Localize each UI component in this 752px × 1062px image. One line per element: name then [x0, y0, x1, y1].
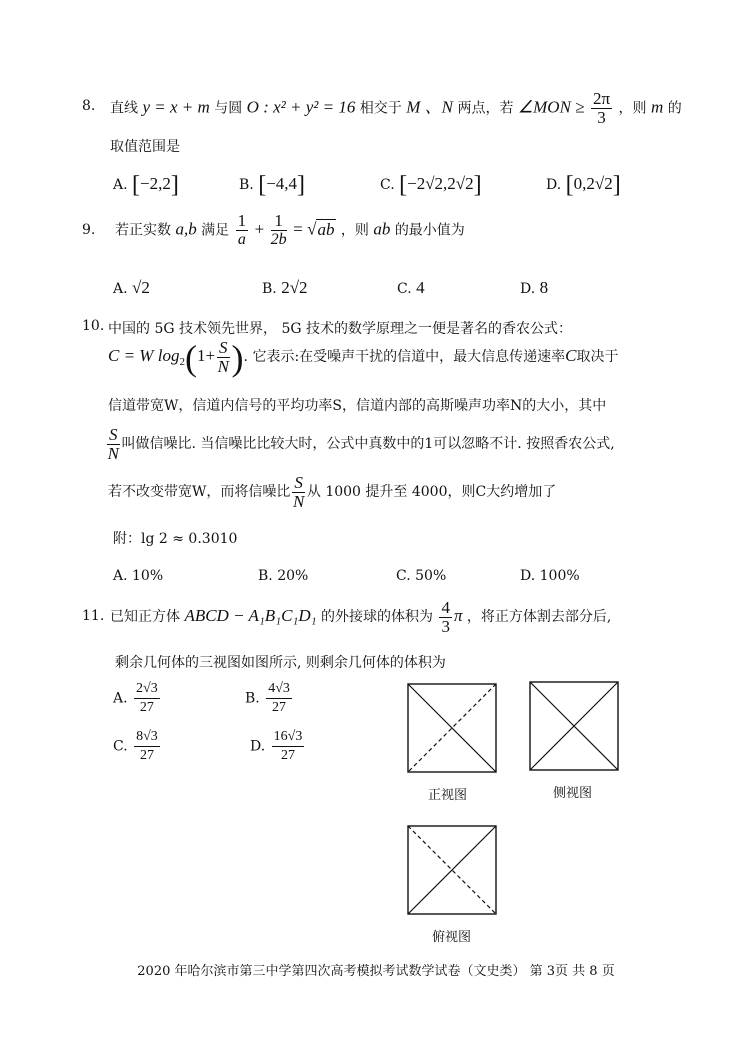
option-c: C. [−2√2,2√2]	[380, 172, 482, 198]
top-view-diagram	[406, 824, 498, 916]
question-number: 8.	[82, 98, 96, 114]
side-view-diagram	[528, 680, 620, 772]
option-d: D. 8	[520, 278, 549, 297]
question-stem: 已知正方体 ABCD − A₁B₁C₁D₁ 的外接球的体积为 $\frac{4}{3}$ π ，将正方体割去部分后,	[110, 597, 612, 636]
question-stem-line2: 取值范围是	[110, 139, 180, 155]
question-number: 9.	[82, 222, 96, 238]
page-footer: 2020 年哈尔滨市第三中学第四次高考模拟考试数学试卷（文史类） 第 3页 共 8 页	[137, 964, 615, 979]
option-a: A. [−2,2]	[113, 172, 179, 198]
stem-line3: 信道带宽W，信道内信号的平均功率S，信道内部的高斯噪声功率N的大小，其中	[108, 398, 607, 414]
top-view-caption: 俯视图	[432, 930, 472, 945]
fraction: $\frac{S}{N}$	[217, 337, 229, 376]
fraction: $\frac{S}{N}$	[292, 472, 305, 511]
stem-line2: 剩余几何体的三视图如图所示, 则剩余几何体的体积为	[115, 655, 446, 671]
question-number: 11.	[82, 608, 105, 624]
option-c: C. 50%	[396, 568, 447, 584]
fraction: $\frac{2\pi}{3}$	[592, 89, 611, 127]
stem-line1: 中国的 5G 技术领先世界， 5G 技术的数学原理之一便是著名的香农公式：	[108, 321, 572, 337]
option-a: A. 10%	[113, 568, 164, 584]
front-view-caption: 正视图	[428, 788, 468, 803]
fraction: $\frac{4}{3}$	[441, 597, 450, 636]
question-number: 10.	[82, 318, 105, 334]
shannon-formula: C = W $\log_2(1+$ $\frac{S}{N}$ ). 它表示:在受噪声干扰的信道中，最大信息传递速率C取决于	[108, 337, 619, 378]
option-c: C. $\frac{8√3}{27}$	[113, 729, 158, 763]
option-d: D. [0,2√2]	[546, 172, 621, 198]
option-b: B. 20%	[258, 568, 309, 584]
option-b: B. $\frac{4√3}{27}$	[245, 681, 290, 715]
stem-line5: 若不改变带宽W，而将信噪比 $\frac{S}{N}$ 从 1000 提升至 4000，则C大约增加了	[108, 472, 557, 511]
fraction: $\frac{1}{2b}$	[270, 211, 287, 248]
option-d: D. $\frac{16√3}{27}$	[250, 729, 303, 763]
option-c: C. 4	[397, 278, 425, 297]
note: 附：lg 2 ≈ 0.3010	[113, 531, 238, 547]
front-view-diagram	[406, 682, 498, 774]
option-a: A. $\frac{2√3}{27}$	[113, 681, 158, 715]
question-stem: 若正实数 a,b 满足 $\frac{1}{a}$ + $\frac{1}{2b}$ = √ab ，则 ab 的最小值为	[115, 211, 465, 248]
option-a: A. √2	[113, 278, 150, 297]
side-view-caption: 侧视图	[553, 786, 593, 801]
fraction: $\frac{S}{N}$	[107, 424, 119, 463]
option-b: B. 2√2	[262, 278, 308, 297]
question-stem: 直线 y = x + m 与圆 O : x² + y² = 16 相交于 M 、N 两点，若 ∠MON ≥ $\frac{2\pi}{3}$ ，则 m 的	[110, 89, 682, 127]
stem-line4: $\frac{S}{N}$ 叫做信噪比. 当信噪比比较大时，公式中真数中的1可以忽略不计. 按照香农公式,	[107, 424, 615, 463]
option-b: B. [−4,4]	[239, 172, 306, 198]
fraction: $\frac{1}{a}$	[237, 211, 247, 248]
option-d: D. 100%	[520, 568, 580, 584]
